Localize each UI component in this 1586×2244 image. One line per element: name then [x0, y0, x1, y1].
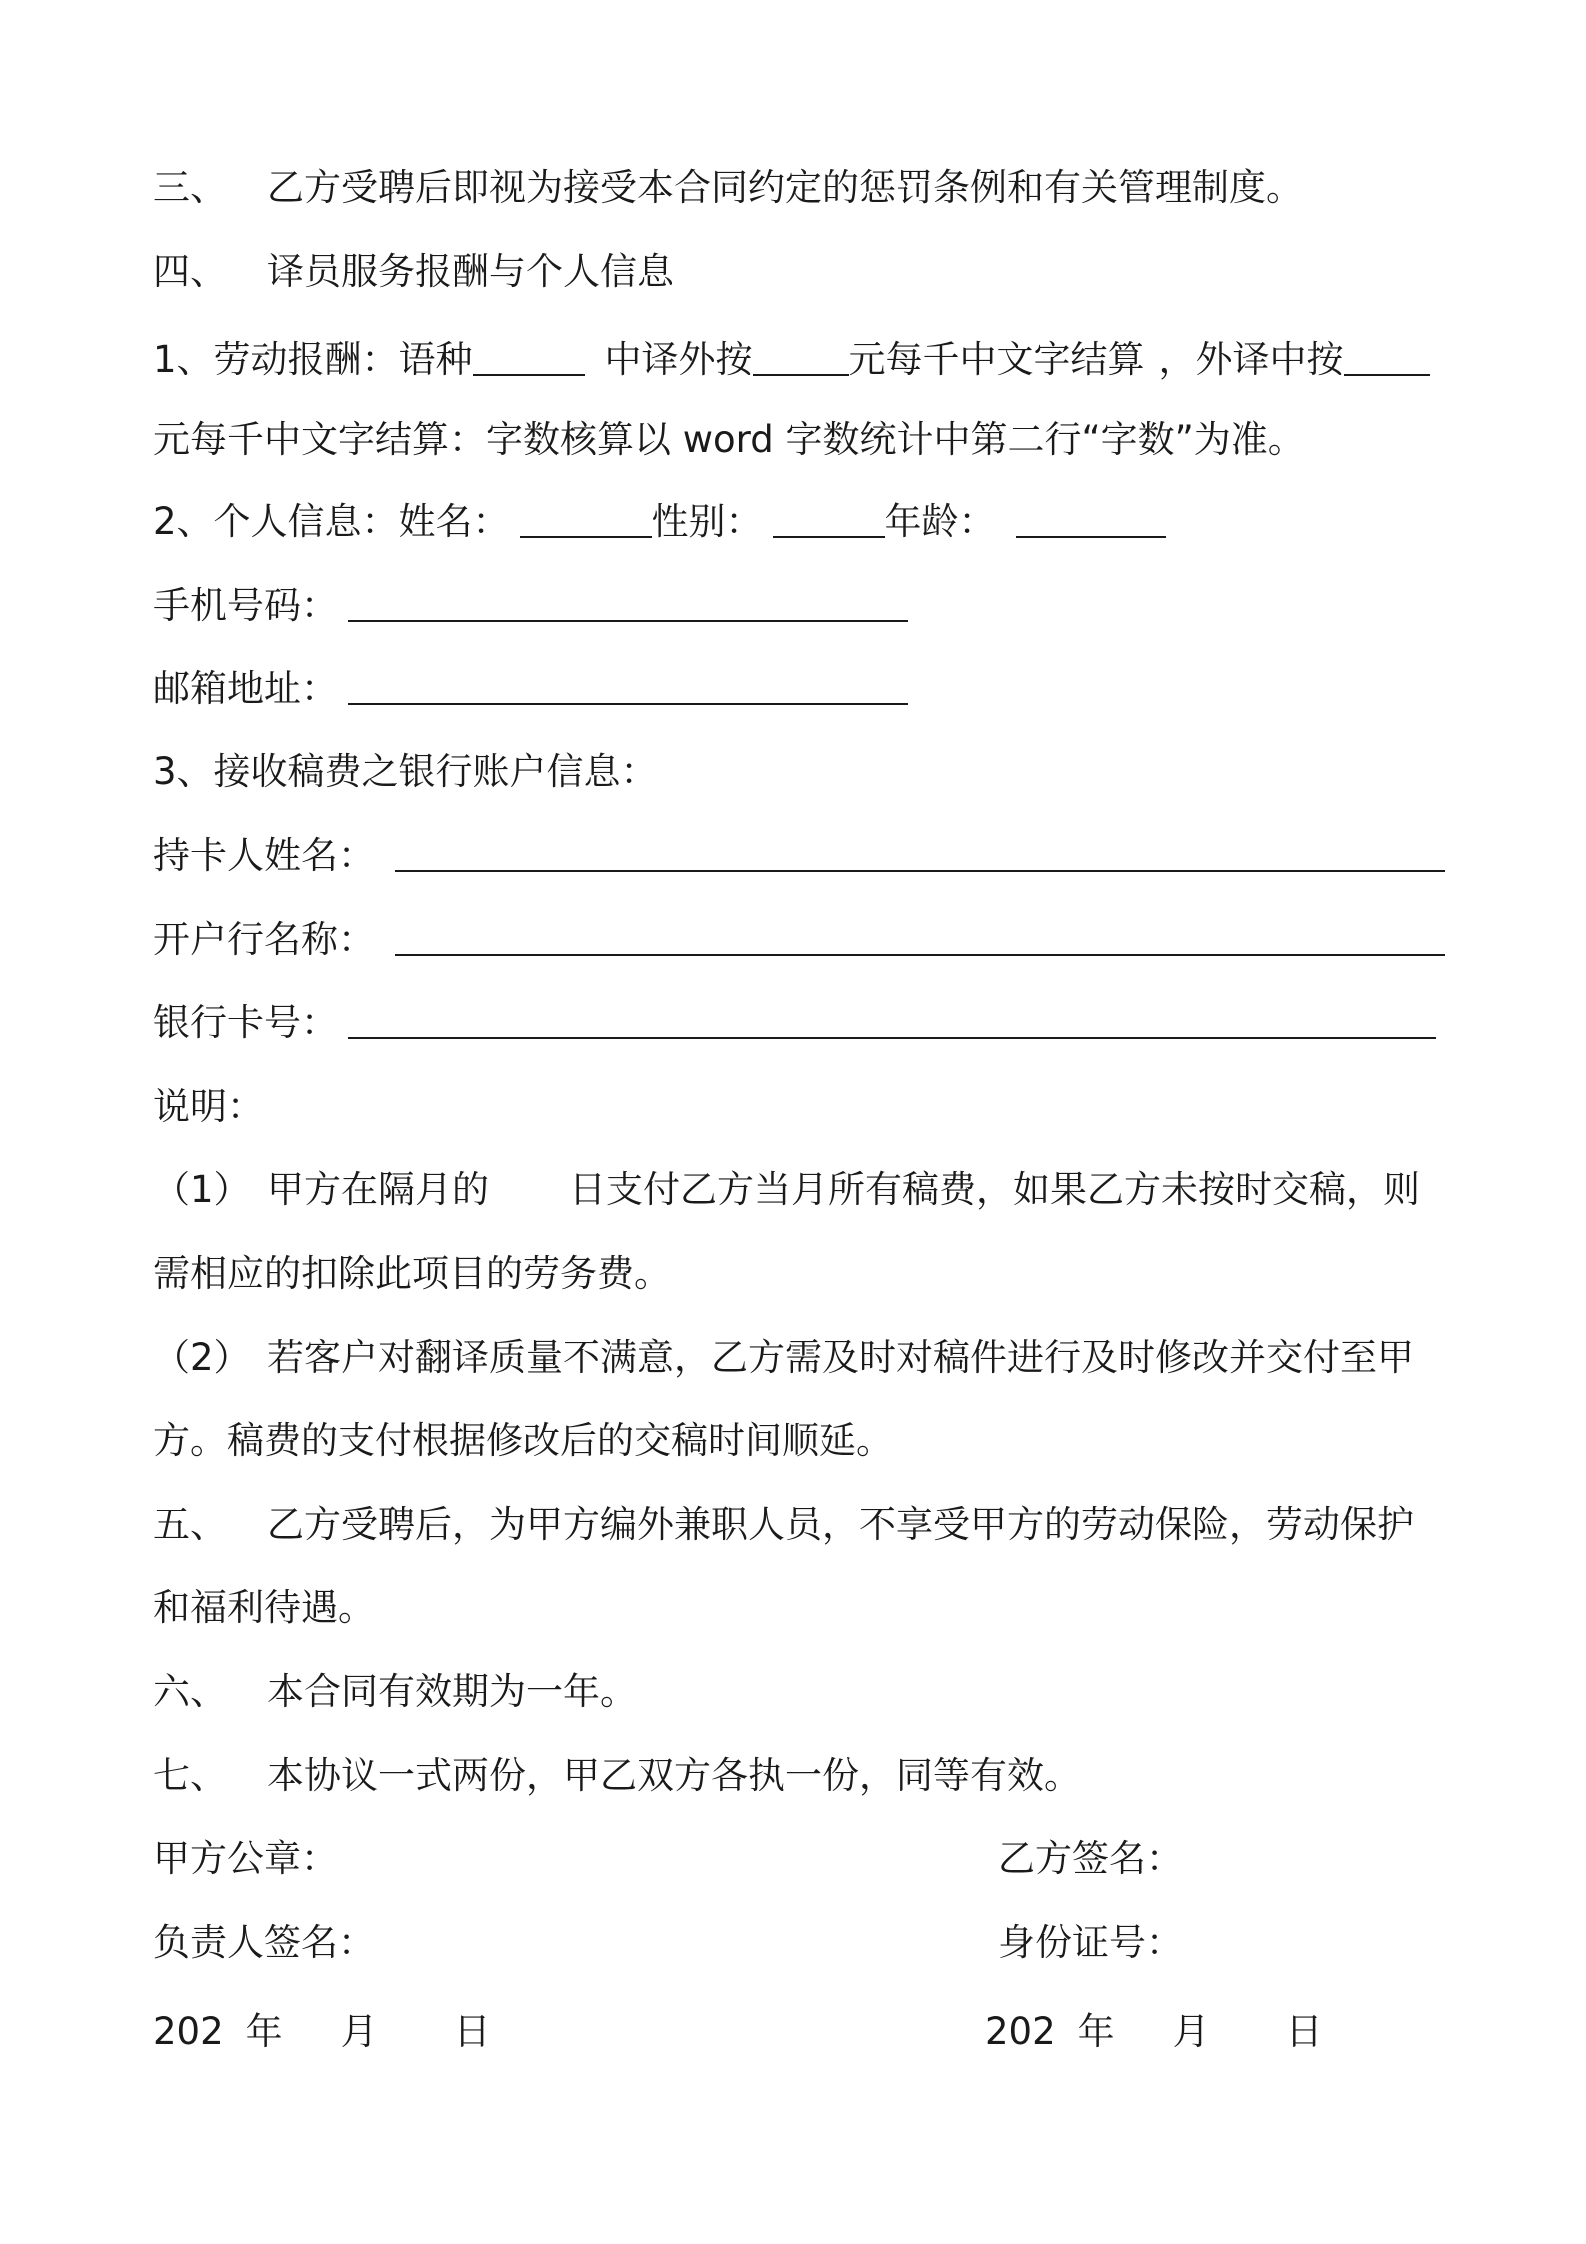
party-b-date	[985, 2006, 1323, 2058]
foreign-to-zh-rate-blank[interactable]	[1344, 334, 1430, 376]
note-text: 方。稿费的支付根据修改后的交稿时间顺延。	[153, 1419, 893, 1462]
clause-5	[153, 1499, 1414, 1551]
clause-text: 本合同有效期为一年。	[267, 1670, 637, 1713]
pay-line-1	[153, 334, 1430, 386]
phone-label: 手机号码：	[153, 584, 338, 627]
party-a-seal	[153, 1833, 338, 1885]
note-1-line-1	[153, 1164, 1420, 1216]
date-year: 202	[985, 2010, 1056, 2053]
party-b-id-label: 身份证号：	[998, 1921, 1183, 1964]
note-title	[153, 1081, 264, 1133]
clause-number: 五、	[153, 1503, 227, 1546]
card-line	[153, 997, 1436, 1049]
note-title-text: 说明：	[153, 1085, 264, 1128]
date-year-unit: 年	[245, 2010, 283, 2053]
zh-to-foreign-label: 中译外按	[604, 338, 753, 381]
date-year-unit: 年	[1077, 2010, 1115, 2053]
bank-title-text: 3、接收稿费之银行账户信息：	[153, 750, 658, 793]
email-label: 邮箱地址：	[153, 667, 338, 710]
personal-info-line	[153, 496, 1166, 548]
clause-6	[153, 1666, 637, 1718]
date-day-unit: 日	[1285, 2010, 1323, 2053]
note-text: 需相应的扣除此项目的劳务费。	[153, 1252, 671, 1295]
clause-number: 七、	[153, 1754, 227, 1797]
clause-text: 乙方受聘后，为甲方编外兼职人员，不享受甲方的劳动保险，劳动保护	[267, 1503, 1414, 1546]
clause-number: 四、	[153, 250, 227, 293]
age-blank[interactable]	[1016, 496, 1166, 538]
note-1-line-2	[153, 1248, 671, 1300]
gender-label: 性别：	[651, 500, 763, 543]
foreign-to-zh-label: ，外译中按	[1158, 338, 1344, 381]
note-number: （1）	[153, 1168, 251, 1211]
clause-number: 三、	[153, 166, 227, 209]
clause-text: 本协议一式两份，甲乙双方各执一份，同等有效。	[267, 1754, 1081, 1797]
pay-language-label: 1、劳动报酬：语种	[153, 338, 473, 381]
clause-7	[153, 1750, 1081, 1802]
branch-line	[153, 914, 1445, 966]
age-label: 年龄：	[884, 500, 996, 543]
holder-blank[interactable]	[395, 830, 1445, 872]
date-day-unit: 日	[453, 2010, 491, 2053]
note-text: 甲方在隔月的	[267, 1168, 489, 1211]
clause-3	[153, 162, 1303, 214]
holder-label: 持卡人姓名：	[153, 834, 375, 877]
note-2-line-1	[153, 1332, 1414, 1384]
phone-blank[interactable]	[348, 580, 908, 622]
holder-line	[153, 830, 1445, 882]
pay-rule-text: 元每千中文字结算：字数核算以 word 字数统计中第二行“字数”为准。	[153, 418, 1305, 461]
personal-info-label: 2、个人信息：姓名：	[153, 500, 510, 543]
name-blank[interactable]	[520, 496, 652, 538]
rate-unit-label: 元每千中文字结算	[848, 338, 1145, 381]
party-a-person	[153, 1917, 375, 1969]
party-b-id	[998, 1917, 1183, 1969]
pay-line-2	[153, 414, 1305, 466]
card-blank[interactable]	[348, 997, 1436, 1039]
date-month-unit: 月	[340, 2010, 378, 2053]
clause-5-cont	[153, 1582, 375, 1634]
clause-text: 乙方受聘后即视为接受本合同约定的惩罚条例和有关管理制度。	[267, 166, 1303, 209]
bank-title	[153, 746, 658, 798]
branch-blank[interactable]	[395, 914, 1445, 956]
clause-text: 和福利待遇。	[153, 1586, 375, 1629]
date-year: 202	[153, 2010, 224, 2053]
party-a-person-label: 负责人签名：	[153, 1921, 375, 1964]
party-a-date	[153, 2006, 491, 2058]
email-blank[interactable]	[348, 663, 908, 705]
phone-line	[153, 580, 908, 632]
note-number: （2）	[153, 1336, 251, 1379]
party-a-seal-label: 甲方公章：	[153, 1837, 338, 1880]
note-text: 日支付乙方当月所有稿费，如果乙方未按时交稿，则	[569, 1168, 1420, 1211]
clause-text: 译员服务报酬与个人信息	[267, 250, 674, 293]
gender-blank[interactable]	[773, 496, 885, 538]
date-month-unit: 月	[1172, 2010, 1210, 2053]
branch-label: 开户行名称：	[153, 918, 375, 961]
note-text: 若客户对翻译质量不满意，乙方需及时对稿件进行及时修改并交付至甲	[267, 1336, 1414, 1379]
clause-4	[153, 246, 674, 298]
party-b-sign	[998, 1833, 1183, 1885]
language-blank[interactable]	[473, 334, 585, 376]
note-2-line-2	[153, 1415, 893, 1467]
party-b-sign-label: 乙方签名：	[998, 1837, 1183, 1880]
clause-number: 六、	[153, 1670, 227, 1713]
card-label: 银行卡号：	[153, 1001, 338, 1044]
zh-to-foreign-rate-blank[interactable]	[753, 334, 849, 376]
email-line	[153, 663, 908, 715]
